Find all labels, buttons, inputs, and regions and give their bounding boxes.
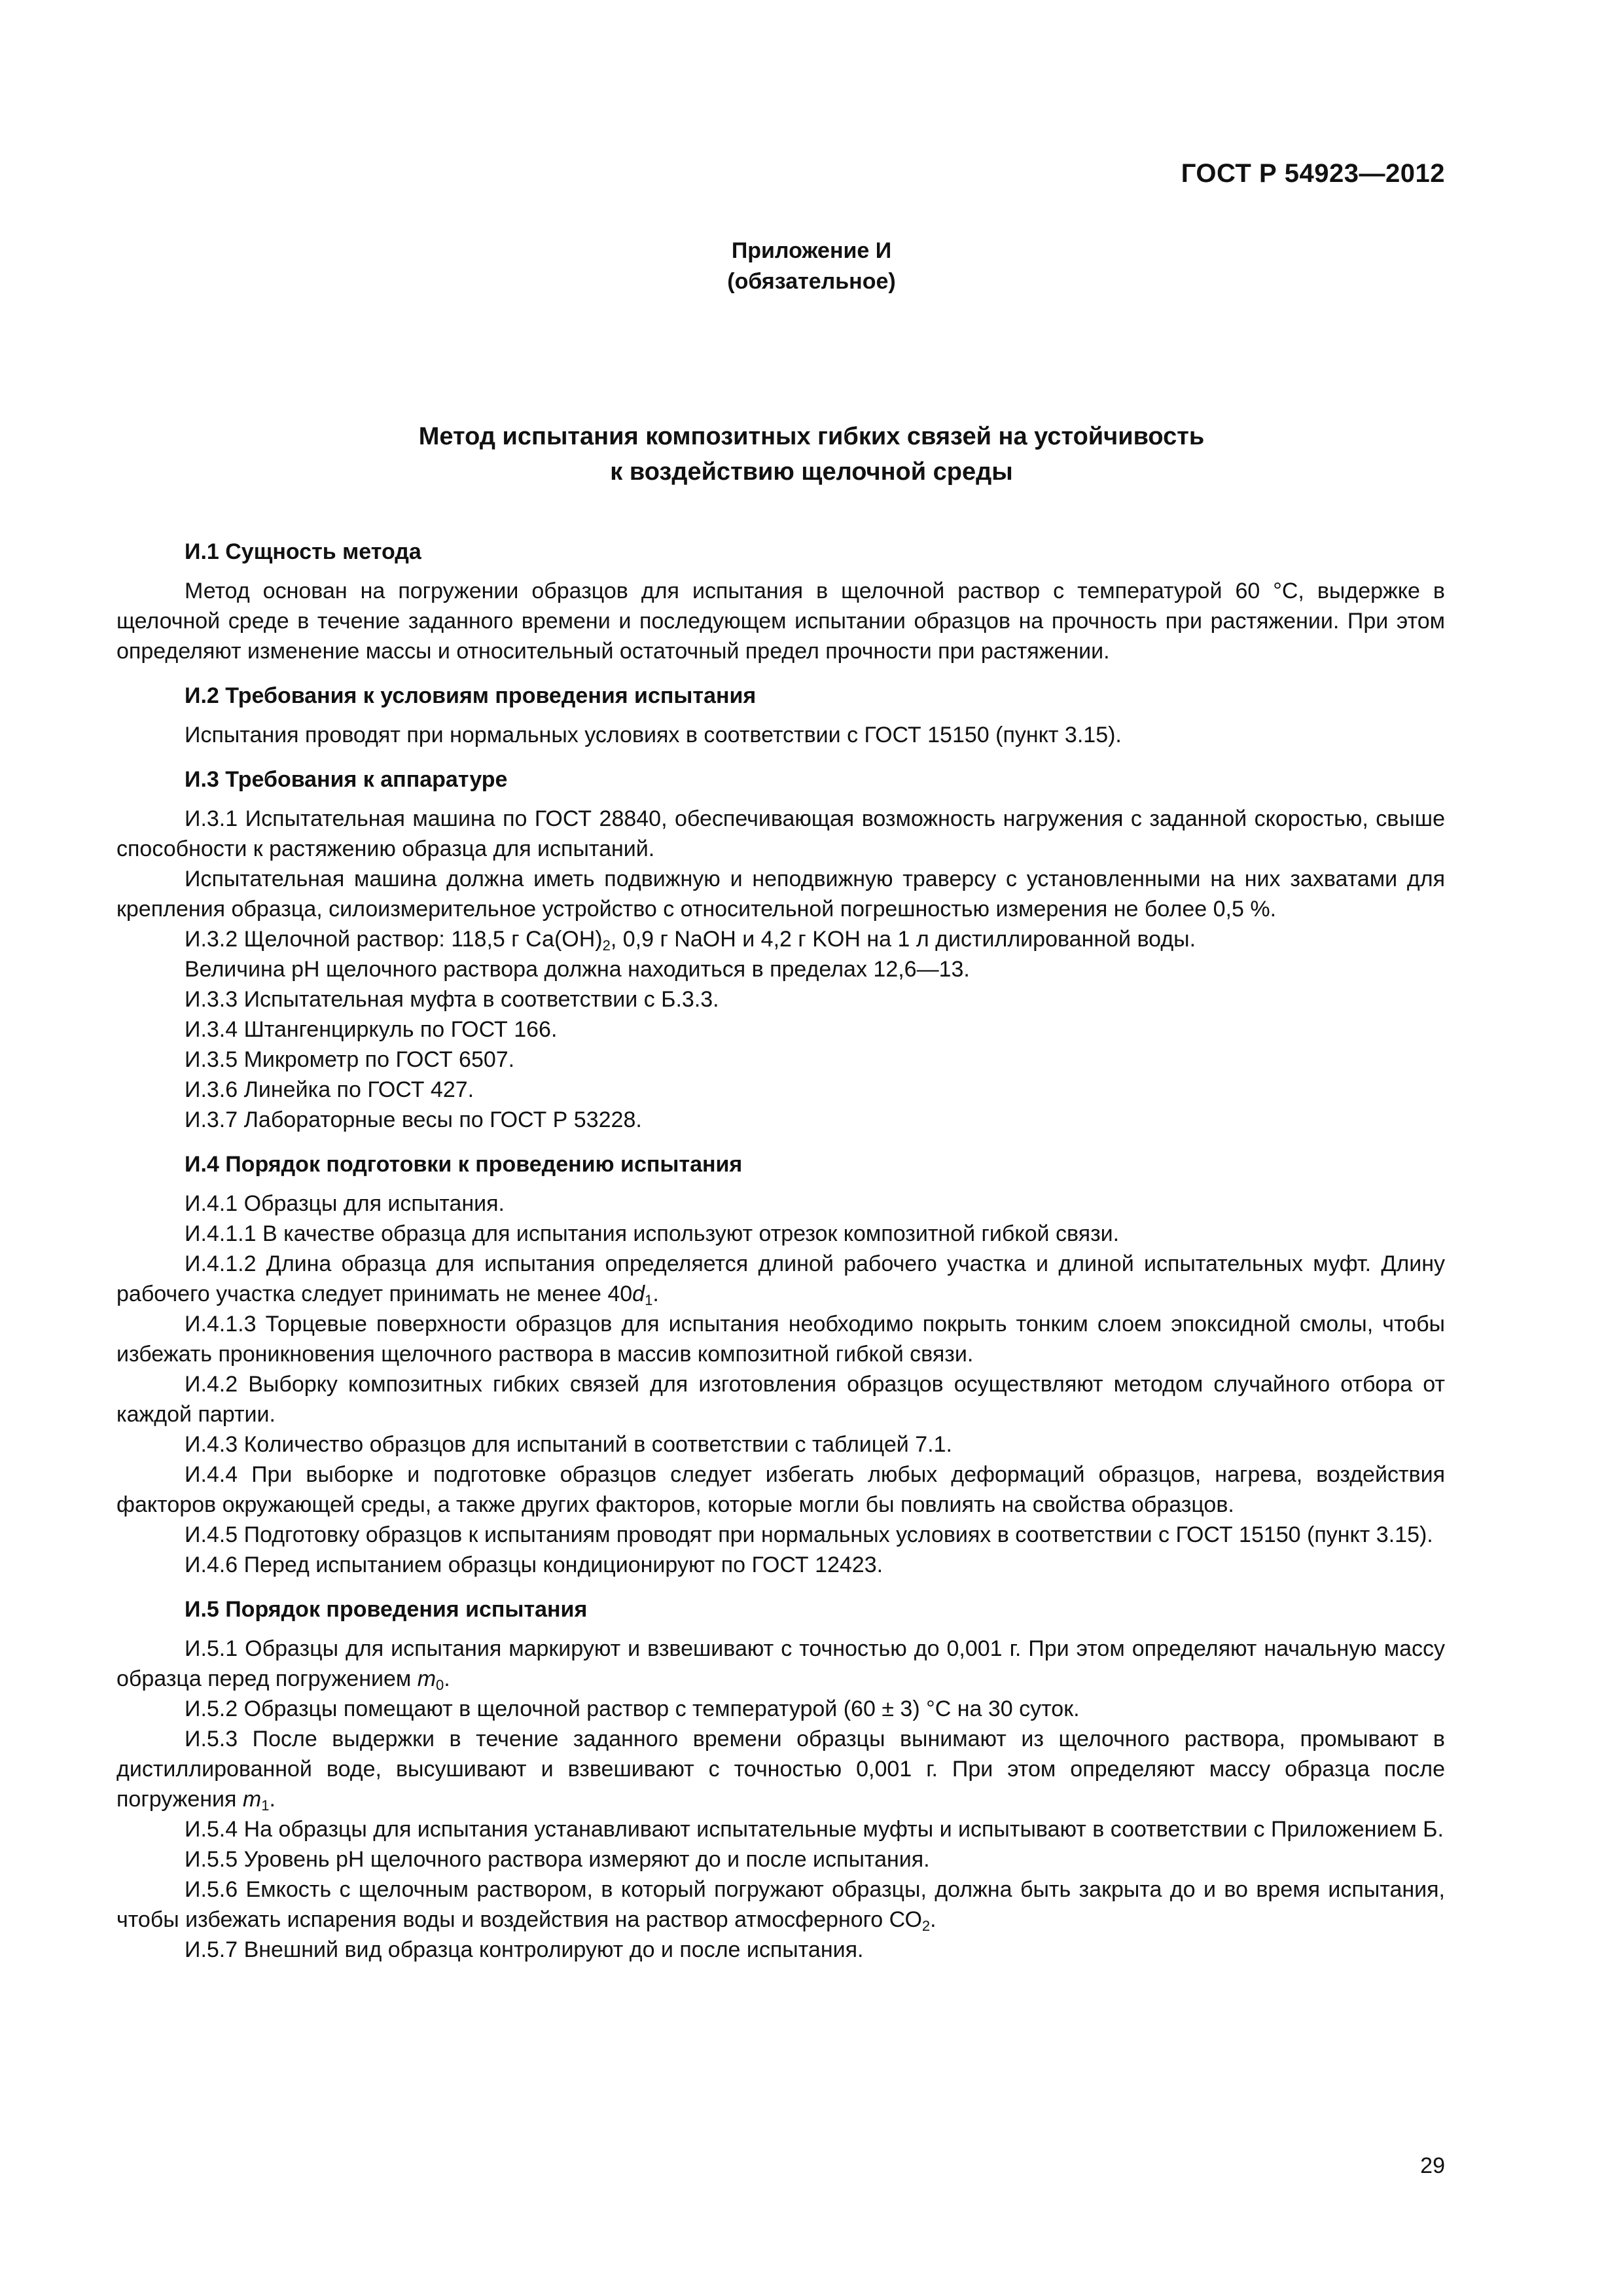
text-fragment: И.5.1 Образцы для испытания маркируют и взвешивают с точностью до 0,001 г. При этом определяют начальную массу образца перед погружением	[116, 1636, 1445, 1691]
subscript: 0	[436, 1677, 444, 1693]
paragraph	[116, 924, 1445, 954]
variable: d	[632, 1282, 645, 1306]
paragraph: Испытания проводят при нормальных условиях в соответствии с ГОСТ 15150 (пункт 3.15).	[185, 723, 1122, 747]
paragraph	[116, 1874, 1445, 1935]
subscript: 2	[921, 1918, 931, 1934]
paragraph	[116, 1634, 1445, 1694]
paragraph: И.4.1.1 В качестве образца для испытания используют отрезок композитной гибкой связи.	[185, 1221, 1120, 1246]
text-fragment: И.4.1.2 Длина образца для испытания определяется длиной рабочего участка и длиной испытательных муфт. Длину рабочего участка следует принимать не менее 40	[116, 1251, 1445, 1306]
paragraph: И.3.5 Микрометр по ГОСТ 6507.	[185, 1047, 515, 1072]
section-heading: И.5 Порядок проведения испытания	[185, 1597, 588, 1622]
text-fragment: .	[652, 1282, 659, 1306]
variable: m	[242, 1787, 262, 1812]
appendix-status: (обязательное)	[727, 269, 896, 294]
paragraph: И.5.2 Образцы помещают в щелочной раствор с температурой (60 ± 3) °С на 30 суток.	[185, 1696, 1080, 1721]
paragraph: И.3.1 Испытательная машина по ГОСТ 28840, обеспечивающая возможность нагружения с заданной скоростью, свыше способности к растяжению образца для испытаний.	[116, 806, 1445, 861]
paragraph: И.5.7 Внешний вид образца контролируют до и после испытания.	[185, 1937, 864, 1962]
paragraph: И.3.7 Лабораторные весы по ГОСТ Р 53228.	[185, 1107, 642, 1132]
paragraph: И.5.5 Уровень рН щелочного раствора измеряют до и после испытания.	[185, 1847, 930, 1872]
subscript: 1	[261, 1797, 270, 1814]
appendix-title: Приложение И	[731, 238, 892, 263]
paragraph: Метод основан на погружении образцов для испытания в щелочной раствор с температурой 60 °С, выдержке в щелочной среде в течение заданного времени и последующем испытании образцов на прочность при растяжении. При этом определяют изменение массы и относительный остаточный предел прочности при растяжении.	[116, 579, 1445, 664]
text-fragment: .	[930, 1907, 936, 1932]
subscript: 1	[645, 1292, 653, 1308]
paragraph: И.4.2 Выборку композитных гибких связей для изготовления образцов осуществляют методом случайного отбора от каждой партии.	[116, 1372, 1445, 1427]
document-title	[0, 419, 1623, 490]
title-line-2: к воздействию щелочной среды	[610, 458, 1013, 486]
text-fragment: .	[444, 1666, 450, 1691]
title-line-1: Метод испытания композитных гибких связей на устойчивость	[418, 423, 1205, 450]
paragraph: И.5.4 На образцы для испытания устанавливают испытательные муфты и испытывают в соответствии с Приложением Б.	[185, 1817, 1444, 1842]
text-fragment: И.5.6 Емкость с щелочным раствором, в который погружают образцы, должна быть закрыта до и во время испытания, чтобы избежать испарения воды и воздействия на раствор атмосферного СО	[116, 1877, 1445, 1932]
paragraph: И.3.4 Штангенциркуль по ГОСТ 166.	[185, 1017, 558, 1042]
paragraph: И.3.3 Испытательная муфта в соответствии с Б.3.3.	[185, 987, 719, 1012]
paragraph: И.4.4 При выборке и подготовке образцов следует избегать любых деформаций образцов, нагрева, воздействия факторов окружающей среды, а также других факторов, которые могли бы повлиять на свойства образцов.	[116, 1462, 1445, 1517]
section-heading: И.2 Требования к условиям проведения испытания	[185, 683, 757, 708]
paragraph: Испытательная машина должна иметь подвижную и неподвижную траверсу с установленными на них захватами для крепления образца, силоизмерительное устройство с относительной погрешностью измерения не более 0,5 %.	[116, 867, 1445, 922]
paragraph	[116, 1724, 1445, 1814]
paragraph: И.4.1.3 Торцевые поверхности образцов для испытания необходимо покрыть тонким слоем эпоксидной смолы, чтобы избежать проникновения щелочного раствора в массив композитной гибкой связи.	[116, 1312, 1445, 1367]
document-body	[116, 537, 1445, 1965]
variable: m	[417, 1666, 437, 1691]
section-heading: И.1 Сущность метода	[185, 539, 421, 564]
appendix-heading	[0, 236, 1623, 297]
text-fragment: И.3.2 Щелочной раствор: 118,5 г Са(ОН)	[185, 927, 603, 952]
text-fragment: , 0,9 г NaOH и 4,2 г KOH на 1 л дистиллированной воды.	[610, 927, 1196, 952]
paragraph: Величина рН щелочного раствора должна находиться в пределах 12,6—13.	[185, 957, 970, 982]
document-code: ГОСТ Р 54923—2012	[1181, 159, 1445, 188]
paragraph: И.4.6 Перед испытанием образцы кондиционируют по ГОСТ 12423.	[185, 1552, 883, 1577]
paragraph	[116, 1249, 1445, 1309]
paragraph: И.4.3 Количество образцов для испытаний в соответствии с таблицей 7.1.	[185, 1432, 952, 1457]
text-fragment: .	[269, 1787, 276, 1812]
paragraph: И.4.5 Подготовку образцов к испытаниям проводят при нормальных условиях в соответствии с ГОСТ 15150 (пункт 3.15).	[185, 1522, 1433, 1547]
section-heading: И.4 Порядок подготовки к проведению испытания	[185, 1152, 743, 1177]
page-number: 29	[1420, 2153, 1445, 2178]
subscript: 2	[602, 937, 611, 954]
text-fragment: И.5.3 После выдержки в течение заданного времени образцы вынимают из щелочного раствора, промывают в дистиллированной воде, высушивают и взвешивают с точностью 0,001 г. При этом определяют массу образца после погружения	[116, 1727, 1445, 1812]
paragraph: И.4.1 Образцы для испытания.	[185, 1191, 505, 1216]
paragraph: И.3.6 Линейка по ГОСТ 427.	[185, 1077, 474, 1102]
section-heading: И.3 Требования к аппаратуре	[185, 767, 508, 792]
